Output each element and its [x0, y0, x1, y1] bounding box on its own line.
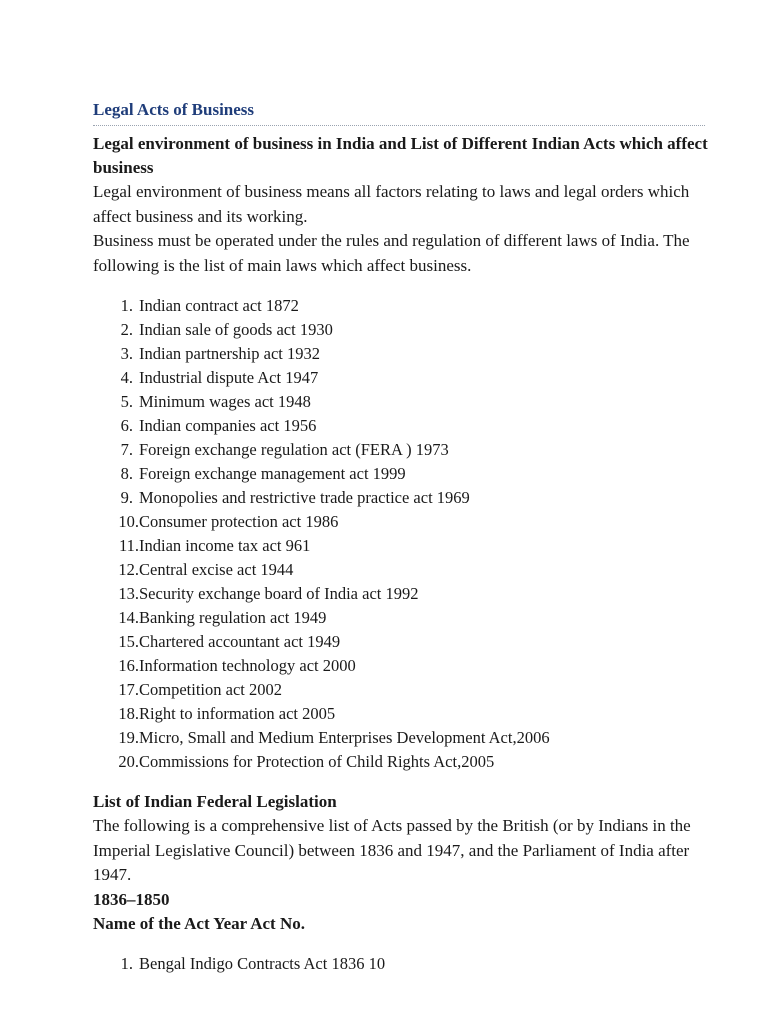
document-page [93, 98, 713, 992]
list-item-text: Commissions for Protection of Child Rights Act,2005 [139, 752, 495, 771]
list-item-text: Indian partnership act 1932 [139, 344, 320, 363]
list-item-number: 5. [120, 392, 133, 411]
list-item-number: 11. [118, 536, 139, 555]
list-item [93, 558, 713, 582]
list-item [93, 654, 713, 678]
federal-acts-list [93, 952, 713, 976]
intro-paragraph-1: Legal environment of business means all factors relating to laws and legal orders which affect business and its working. [93, 182, 690, 226]
list-item-number: 19. [118, 728, 139, 747]
list-item-number: 20. [118, 752, 139, 771]
list-item [93, 606, 713, 630]
list-item-text: Foreign exchange regulation act (FERA ) 1973 [139, 440, 449, 459]
list-item-text: Security exchange board of India act 1992 [139, 584, 419, 603]
list-item-text: Competition act 2002 [139, 680, 282, 699]
list-item [93, 702, 713, 726]
period-heading: 1836–1850 [93, 889, 170, 909]
federal-legislation-paragraph: The following is a comprehensive list of Acts passed by the British (or by Indians in the Imperial Legislative Council) between 1836 and 1947, and the Parliament of India after 1947. [93, 816, 691, 884]
list-item-text: Banking regulation act 1949 [139, 608, 327, 627]
list-item-number: 4. [120, 368, 133, 387]
list-item-number: 15. [118, 632, 139, 651]
list-item [93, 726, 713, 750]
list-item [93, 438, 713, 462]
list-item-number: 8. [120, 464, 133, 483]
list-item-number: 13. [118, 584, 139, 603]
list-item [93, 750, 713, 774]
columns-heading: Name of the Act Year Act No. [93, 913, 305, 933]
document-title: Legal Acts of Business [93, 100, 255, 119]
list-item [93, 414, 713, 438]
list-item-text: Micro, Small and Medium Enterprises Development Act,2006 [139, 728, 550, 747]
section-heading-federal-legislation: List of Indian Federal Legislation [93, 792, 337, 811]
list-item-number: 18. [118, 704, 139, 723]
list-item-number: 2. [120, 320, 133, 339]
list-item-number: 10. [118, 512, 139, 531]
list-item [93, 678, 713, 702]
list-item-text: Consumer protection act 1986 [139, 512, 339, 531]
list-item-text: Indian income tax act 961 [139, 536, 311, 555]
acts-list [93, 294, 713, 774]
list-item-number: 7. [120, 440, 133, 459]
list-item-text: Chartered accountant act 1949 [139, 632, 341, 651]
list-item [93, 630, 713, 654]
intro-paragraph-2: Business must be operated under the rules and regulation of different laws of India. The following is the list of main laws which affect business. [93, 231, 690, 275]
list-item-text: Central excise act 1944 [139, 560, 294, 579]
list-item [93, 366, 713, 390]
list-item [93, 510, 713, 534]
list-item-number: 12. [118, 560, 139, 579]
list-item [93, 294, 713, 318]
list-item-text: Indian sale of goods act 1930 [139, 320, 333, 339]
list-item-text: Foreign exchange management act 1999 [139, 464, 406, 483]
list-item-text: Indian companies act 1956 [139, 416, 317, 435]
list-item-number: 6. [120, 416, 133, 435]
list-item [93, 582, 713, 606]
list-item-text: Indian contract act 1872 [139, 296, 299, 315]
list-item-text: Right to information act 2005 [139, 704, 336, 723]
list-item-text: Industrial dispute Act 1947 [139, 368, 319, 387]
list-item-number: 14. [118, 608, 139, 627]
list-item-number: 3. [120, 344, 133, 363]
list-item [93, 390, 713, 414]
list-item [93, 462, 713, 486]
list-item-text: Bengal Indigo Contracts Act 1836 10 [139, 953, 386, 973]
list-item [93, 318, 713, 342]
list-item-text: Information technology act 2000 [139, 656, 356, 675]
list-item [93, 486, 713, 510]
list-item-number: 1. [120, 296, 133, 315]
list-item-number: 1. [120, 953, 133, 973]
list-item-number: 17. [118, 680, 139, 699]
list-item-text: Minimum wages act 1948 [139, 392, 311, 411]
list-item-text: Monopolies and restrictive trade practice act 1969 [139, 488, 470, 507]
list-item-number: 16. [118, 656, 139, 675]
list-item [93, 534, 713, 558]
list-item-number: 9. [120, 488, 133, 507]
list-item [93, 342, 713, 366]
section-heading-legal-environment: Legal environment of business in India and List of Different Indian Acts which affect business [93, 134, 708, 177]
list-item [93, 952, 713, 976]
title-divider [93, 125, 705, 126]
